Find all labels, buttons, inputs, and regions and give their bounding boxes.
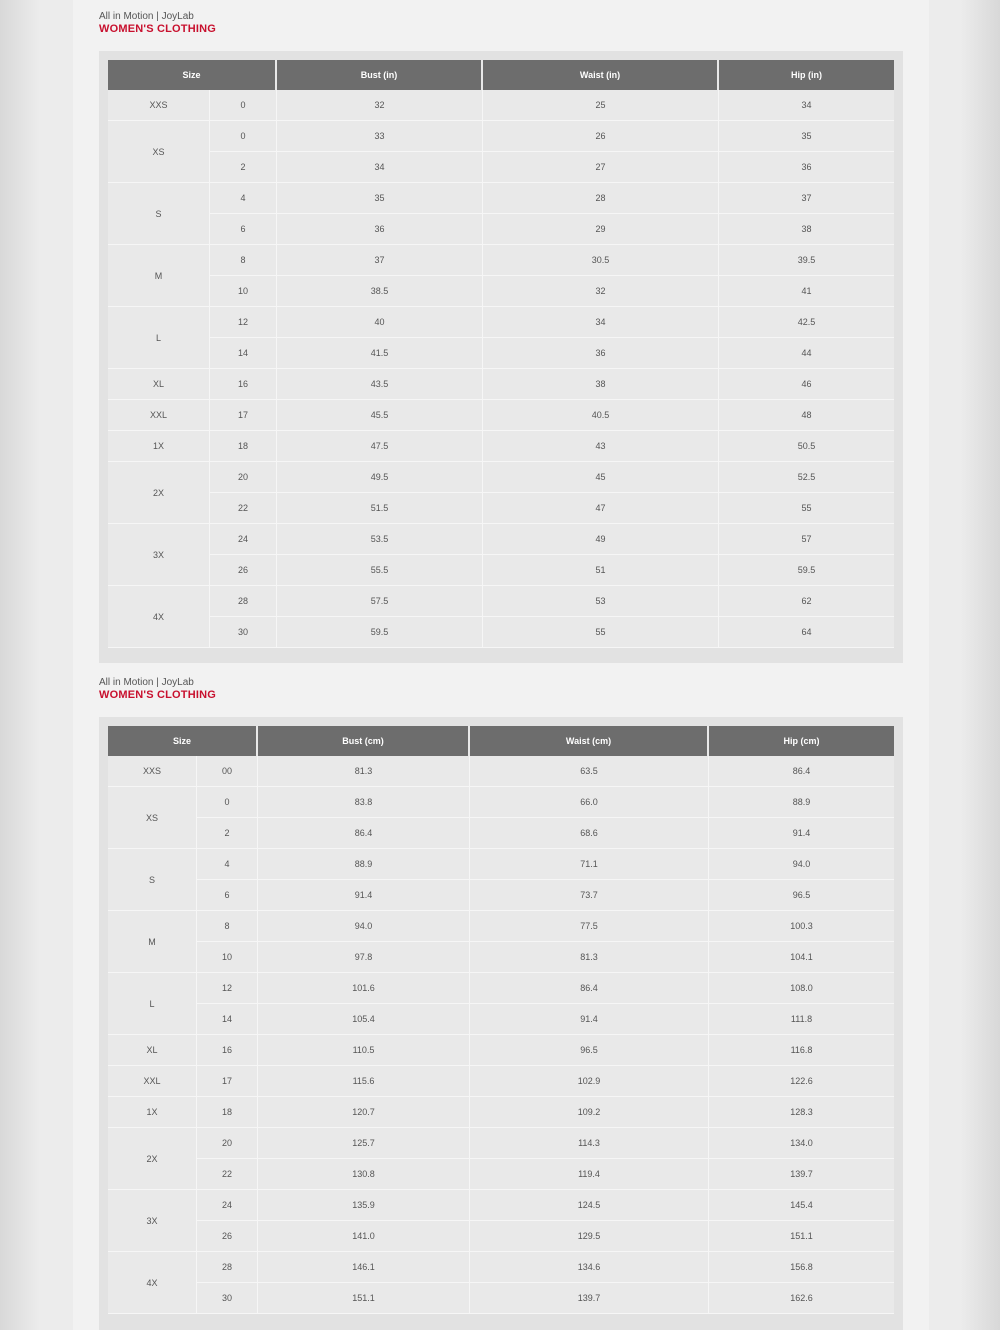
table-row: [108, 1221, 894, 1252]
bust-cell: 94.0: [258, 911, 470, 942]
table-body: [108, 756, 894, 1314]
numeric-size-cell: 30: [210, 617, 277, 648]
bust-cell: 88.9: [258, 849, 470, 880]
table-row: [108, 152, 894, 183]
numeric-size-cell: 14: [210, 338, 277, 369]
bust-cell: 40: [277, 307, 483, 338]
bust-cell: 59.5: [277, 617, 483, 648]
hip-cell: 139.7: [709, 1159, 894, 1190]
bust-cell: 125.7: [258, 1128, 470, 1159]
numeric-size-cell: 24: [210, 524, 277, 555]
numeric-size-cell: 8: [210, 245, 277, 276]
hip-cell: 128.3: [709, 1097, 894, 1128]
waist-cell: 96.5: [470, 1035, 709, 1066]
waist-cell: 129.5: [470, 1221, 709, 1252]
numeric-size-cell: 28: [210, 586, 277, 617]
hip-cell: 156.8: [709, 1252, 894, 1283]
numeric-size-cell: 20: [197, 1128, 258, 1159]
bust-cell: 37: [277, 245, 483, 276]
waist-cell: 51: [483, 555, 719, 586]
table-row: [108, 369, 894, 400]
size-label-cell: 2X: [108, 462, 210, 524]
bust-cell: 105.4: [258, 1004, 470, 1035]
table-row: [108, 400, 894, 431]
numeric-size-cell: 28: [197, 1252, 258, 1283]
hip-cell: 162.6: [709, 1283, 894, 1314]
hip-cell: 91.4: [709, 818, 894, 849]
size-label-cell: 3X: [108, 524, 210, 586]
header-waist: Waist (in): [483, 60, 719, 90]
hip-cell: 52.5: [719, 462, 894, 493]
table-row: [108, 973, 894, 1004]
bust-cell: 83.8: [258, 787, 470, 818]
size-label-cell: XS: [108, 787, 197, 849]
hip-cell: 122.6: [709, 1066, 894, 1097]
size-label-cell: XS: [108, 121, 210, 183]
table-row: [108, 1252, 894, 1283]
size-label-cell: S: [108, 183, 210, 245]
bust-cell: 86.4: [258, 818, 470, 849]
numeric-size-cell: 14: [197, 1004, 258, 1035]
table-frame: [99, 51, 903, 663]
table-row: [108, 880, 894, 911]
bust-cell: 141.0: [258, 1221, 470, 1252]
brand-line: All in Motion | JoyLab: [99, 11, 194, 22]
table-row: [108, 586, 894, 617]
size-label-cell: XL: [108, 1035, 197, 1066]
table-row: [108, 121, 894, 152]
hip-cell: 44: [719, 338, 894, 369]
numeric-size-cell: 20: [210, 462, 277, 493]
table-row: [108, 818, 894, 849]
waist-cell: 26: [483, 121, 719, 152]
hip-cell: 145.4: [709, 1190, 894, 1221]
table-row: [108, 787, 894, 818]
table-row: [108, 911, 894, 942]
numeric-size-cell: 16: [210, 369, 277, 400]
hip-cell: 48: [719, 400, 894, 431]
table-row: [108, 555, 894, 586]
waist-cell: 28: [483, 183, 719, 214]
waist-cell: 27: [483, 152, 719, 183]
size-label-cell: XXL: [108, 400, 210, 431]
bust-cell: 135.9: [258, 1190, 470, 1221]
size-label-cell: 2X: [108, 1128, 197, 1190]
table-row: [108, 849, 894, 880]
hip-cell: 62: [719, 586, 894, 617]
size-label-cell: 3X: [108, 1190, 197, 1252]
waist-cell: 34: [483, 307, 719, 338]
waist-cell: 55: [483, 617, 719, 648]
bust-cell: 57.5: [277, 586, 483, 617]
size-label-cell: L: [108, 973, 197, 1035]
size-label-cell: 4X: [108, 586, 210, 648]
waist-cell: 91.4: [470, 1004, 709, 1035]
table-header-row: [108, 726, 894, 756]
table-row: [108, 1004, 894, 1035]
table-row: [108, 942, 894, 973]
numeric-size-cell: 0: [197, 787, 258, 818]
hip-cell: 38: [719, 214, 894, 245]
numeric-size-cell: 16: [197, 1035, 258, 1066]
waist-cell: 114.3: [470, 1128, 709, 1159]
hip-cell: 35: [719, 121, 894, 152]
hip-cell: 96.5: [709, 880, 894, 911]
size-label-cell: M: [108, 245, 210, 307]
hip-cell: 151.1: [709, 1221, 894, 1252]
bust-cell: 120.7: [258, 1097, 470, 1128]
numeric-size-cell: 17: [197, 1066, 258, 1097]
waist-cell: 32: [483, 276, 719, 307]
size-label-cell: M: [108, 911, 197, 973]
hip-cell: 37: [719, 183, 894, 214]
waist-cell: 66.0: [470, 787, 709, 818]
waist-cell: 73.7: [470, 880, 709, 911]
waist-cell: 43: [483, 431, 719, 462]
table-row: [108, 493, 894, 524]
hip-cell: 50.5: [719, 431, 894, 462]
bust-cell: 45.5: [277, 400, 483, 431]
bust-cell: 51.5: [277, 493, 483, 524]
header-hip: Hip (in): [719, 60, 894, 90]
waist-cell: 68.6: [470, 818, 709, 849]
table-frame: [99, 717, 903, 1330]
waist-cell: 49: [483, 524, 719, 555]
waist-cell: 38: [483, 369, 719, 400]
header-size: Size: [108, 60, 277, 90]
waist-cell: 47: [483, 493, 719, 524]
bust-cell: 146.1: [258, 1252, 470, 1283]
hip-cell: 55: [719, 493, 894, 524]
numeric-size-cell: 22: [210, 493, 277, 524]
size-label-cell: L: [108, 307, 210, 369]
hip-cell: 116.8: [709, 1035, 894, 1066]
hip-cell: 108.0: [709, 973, 894, 1004]
waist-cell: 45: [483, 462, 719, 493]
table-row: [108, 1035, 894, 1066]
hip-cell: 42.5: [719, 307, 894, 338]
waist-cell: 30.5: [483, 245, 719, 276]
hip-cell: 86.4: [709, 756, 894, 787]
header-hip: Hip (cm): [709, 726, 894, 756]
header-size: Size: [108, 726, 258, 756]
table-row: [108, 462, 894, 493]
numeric-size-cell: 8: [197, 911, 258, 942]
hip-cell: 36: [719, 152, 894, 183]
table-row: [108, 1097, 894, 1128]
bust-cell: 101.6: [258, 973, 470, 1004]
waist-cell: 86.4: [470, 973, 709, 1004]
numeric-size-cell: 4: [210, 183, 277, 214]
numeric-size-cell: 6: [210, 214, 277, 245]
table-row: [108, 431, 894, 462]
waist-cell: 63.5: [470, 756, 709, 787]
waist-cell: 71.1: [470, 849, 709, 880]
numeric-size-cell: 22: [197, 1159, 258, 1190]
numeric-size-cell: 10: [197, 942, 258, 973]
numeric-size-cell: 17: [210, 400, 277, 431]
numeric-size-cell: 00: [197, 756, 258, 787]
bust-cell: 49.5: [277, 462, 483, 493]
bust-cell: 97.8: [258, 942, 470, 973]
hip-cell: 88.9: [709, 787, 894, 818]
header-bust: Bust (in): [277, 60, 483, 90]
numeric-size-cell: 18: [197, 1097, 258, 1128]
bust-cell: 151.1: [258, 1283, 470, 1314]
table-body: [108, 90, 894, 648]
hip-cell: 104.1: [709, 942, 894, 973]
hip-cell: 41: [719, 276, 894, 307]
hip-cell: 111.8: [709, 1004, 894, 1035]
waist-cell: 40.5: [483, 400, 719, 431]
table-row: [108, 276, 894, 307]
numeric-size-cell: 4: [197, 849, 258, 880]
hip-cell: 64: [719, 617, 894, 648]
bust-cell: 33: [277, 121, 483, 152]
bust-cell: 115.6: [258, 1066, 470, 1097]
numeric-size-cell: 0: [210, 121, 277, 152]
section-heading: WOMEN'S CLOTHING: [99, 689, 217, 701]
table-row: [108, 245, 894, 276]
table-row: [108, 524, 894, 555]
table-row: [108, 1128, 894, 1159]
waist-cell: 77.5: [470, 911, 709, 942]
hip-cell: 34: [719, 90, 894, 121]
hip-cell: 57: [719, 524, 894, 555]
size-label-cell: XXL: [108, 1066, 197, 1097]
table-row: [108, 338, 894, 369]
table-row: [108, 1159, 894, 1190]
section-heading: WOMEN'S CLOTHING: [99, 23, 217, 35]
waist-cell: 29: [483, 214, 719, 245]
hip-cell: 39.5: [719, 245, 894, 276]
waist-cell: 53: [483, 586, 719, 617]
numeric-size-cell: 12: [210, 307, 277, 338]
table-row: [108, 756, 894, 787]
numeric-size-cell: 10: [210, 276, 277, 307]
bust-cell: 81.3: [258, 756, 470, 787]
size-label-cell: XXS: [108, 756, 197, 787]
waist-cell: 25: [483, 90, 719, 121]
waist-cell: 36: [483, 338, 719, 369]
bust-cell: 36: [277, 214, 483, 245]
waist-cell: 81.3: [470, 942, 709, 973]
hip-cell: 100.3: [709, 911, 894, 942]
bust-cell: 130.8: [258, 1159, 470, 1190]
bust-cell: 32: [277, 90, 483, 121]
table-row: [108, 307, 894, 338]
size-label-cell: S: [108, 849, 197, 911]
waist-cell: 134.6: [470, 1252, 709, 1283]
numeric-size-cell: 2: [197, 818, 258, 849]
header-bust: Bust (cm): [258, 726, 470, 756]
size-label-cell: 1X: [108, 431, 210, 462]
bust-cell: 53.5: [277, 524, 483, 555]
numeric-size-cell: 0: [210, 90, 277, 121]
waist-cell: 119.4: [470, 1159, 709, 1190]
size-label-cell: 4X: [108, 1252, 197, 1314]
header-waist: Waist (cm): [470, 726, 709, 756]
waist-cell: 102.9: [470, 1066, 709, 1097]
size-label-cell: 1X: [108, 1097, 197, 1128]
bust-cell: 43.5: [277, 369, 483, 400]
size-label-cell: XXS: [108, 90, 210, 121]
numeric-size-cell: 24: [197, 1190, 258, 1221]
size-table: [108, 60, 894, 648]
waist-cell: 139.7: [470, 1283, 709, 1314]
bust-cell: 34: [277, 152, 483, 183]
bust-cell: 91.4: [258, 880, 470, 911]
table-row: [108, 214, 894, 245]
waist-cell: 124.5: [470, 1190, 709, 1221]
bust-cell: 110.5: [258, 1035, 470, 1066]
bust-cell: 35: [277, 183, 483, 214]
table-row: [108, 1190, 894, 1221]
table-row: [108, 90, 894, 121]
table-row: [108, 1066, 894, 1097]
waist-cell: 109.2: [470, 1097, 709, 1128]
page-content: [73, 0, 929, 1330]
brand-line: All in Motion | JoyLab: [99, 677, 194, 688]
numeric-size-cell: 26: [197, 1221, 258, 1252]
table-header-row: [108, 60, 894, 90]
numeric-size-cell: 30: [197, 1283, 258, 1314]
numeric-size-cell: 6: [197, 880, 258, 911]
hip-cell: 59.5: [719, 555, 894, 586]
size-label-cell: XL: [108, 369, 210, 400]
numeric-size-cell: 2: [210, 152, 277, 183]
table-row: [108, 183, 894, 214]
hip-cell: 134.0: [709, 1128, 894, 1159]
table-row: [108, 1283, 894, 1314]
table-row: [108, 617, 894, 648]
numeric-size-cell: 26: [210, 555, 277, 586]
bust-cell: 38.5: [277, 276, 483, 307]
numeric-size-cell: 18: [210, 431, 277, 462]
numeric-size-cell: 12: [197, 973, 258, 1004]
bust-cell: 47.5: [277, 431, 483, 462]
bust-cell: 41.5: [277, 338, 483, 369]
size-table: [108, 726, 894, 1314]
bust-cell: 55.5: [277, 555, 483, 586]
hip-cell: 94.0: [709, 849, 894, 880]
hip-cell: 46: [719, 369, 894, 400]
